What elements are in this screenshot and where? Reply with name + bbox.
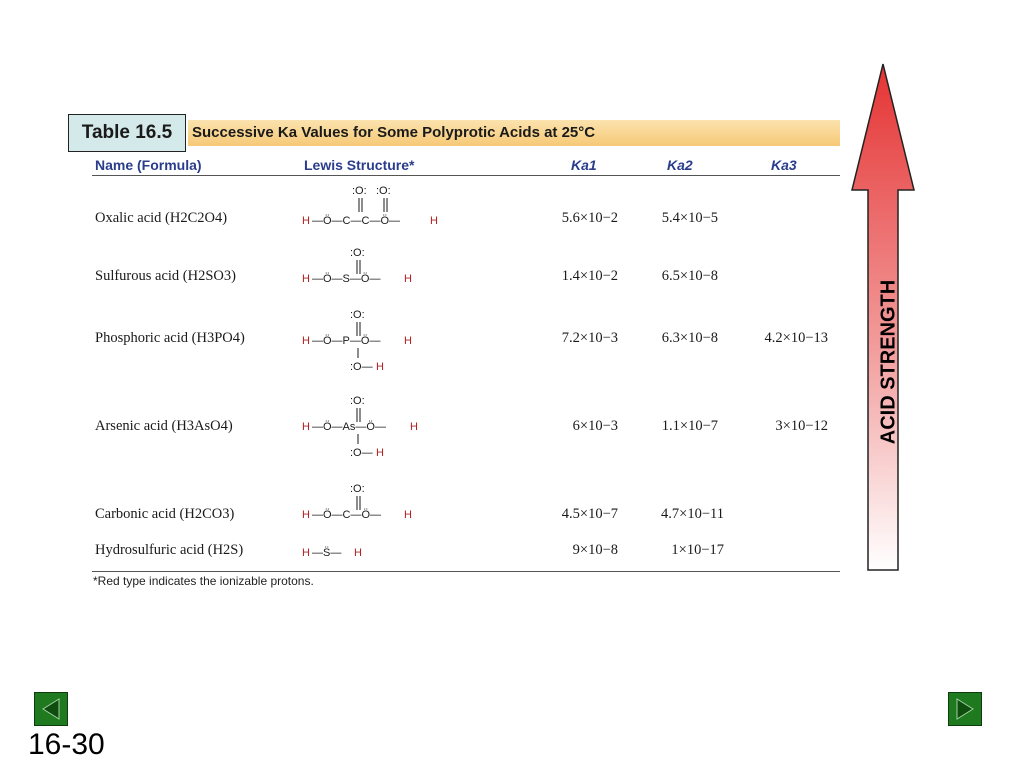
svg-text:—Ö—As—Ö—: —Ö—As—Ö— xyxy=(312,421,386,433)
footnote: *Red type indicates the ionizable protons. xyxy=(93,574,314,588)
svg-text:H: H xyxy=(404,273,412,285)
row-name-carbonic: Carbonic acid (H2CO3) xyxy=(95,506,235,522)
svg-text:H: H xyxy=(302,509,310,521)
triangle-right-icon xyxy=(949,693,981,725)
ka1-carbonic: 4.5×10−7 xyxy=(561,506,618,522)
row-name-sulfurous: Sulfurous acid (H2SO3) xyxy=(95,268,236,284)
ka2-phosphoric: 6.3×10−8 xyxy=(661,330,718,346)
svg-text:H: H xyxy=(410,421,418,433)
svg-text::O:: :O: xyxy=(350,483,365,495)
lewis-structures-image xyxy=(300,182,490,572)
svg-text:H: H xyxy=(404,335,412,347)
lewis-hydrosulfuric xyxy=(302,546,362,559)
table-label: Table 16.5 xyxy=(68,114,186,152)
svg-text:—Ö—P—Ö—: —Ö—P—Ö— xyxy=(312,335,381,347)
header-lewis: Lewis Structure* xyxy=(304,157,415,173)
svg-text::O:: :O: xyxy=(350,309,365,321)
table-title: Successive Ka Values for Some Polyprotic Acids at 25°C xyxy=(188,120,840,146)
svg-text::O:: :O: xyxy=(376,185,391,197)
header-name: Name (Formula) xyxy=(95,157,202,173)
lewis-sulfurous xyxy=(302,247,412,285)
svg-text:—Ö—C—Ö—: —Ö—C—Ö— xyxy=(312,509,382,521)
lewis-carbonic xyxy=(302,483,412,521)
header-rule xyxy=(92,175,840,176)
ka3-phosphoric: 4.2×10−13 xyxy=(764,330,828,346)
svg-text:—S̈—: —S̈— xyxy=(312,547,342,559)
lewis-oxalic xyxy=(302,185,438,227)
svg-text:H: H xyxy=(376,447,384,459)
ka3-arsenic: 3×10−12 xyxy=(775,418,828,434)
previous-slide-button[interactable] xyxy=(34,692,68,726)
svg-text:H: H xyxy=(354,547,362,559)
triangle-left-icon xyxy=(35,693,67,725)
lewis-arsenic xyxy=(302,395,418,459)
header-ka3: Ka3 xyxy=(771,157,797,173)
ka2-carbonic: 4.7×10−11 xyxy=(661,506,724,522)
lewis-phosphoric xyxy=(302,309,412,373)
svg-text:—Ö—S—Ö—: —Ö—S—Ö— xyxy=(312,273,381,285)
svg-text:H: H xyxy=(302,547,310,559)
row-name-oxalic: Oxalic acid (H2C2O4) xyxy=(95,210,228,226)
svg-text::O—: :O— xyxy=(350,361,373,373)
svg-text:H: H xyxy=(404,509,412,521)
svg-text:H: H xyxy=(302,335,310,347)
ka1-phosphoric: 7.2×10−3 xyxy=(561,330,618,346)
ka2-arsenic: 1.1×10−7 xyxy=(661,418,718,434)
acid-strength-label: ACID STRENGTH xyxy=(877,279,900,445)
row-name-arsenic: Arsenic acid (H3AsO4) xyxy=(95,418,233,434)
svg-text:H: H xyxy=(302,273,310,285)
row-name-phosphoric: Phosphoric acid (H3PO4) xyxy=(95,330,245,346)
page-number: 16-30 xyxy=(28,728,105,761)
svg-text::O:: :O: xyxy=(350,395,365,407)
ka2-oxalic: 5.4×10−5 xyxy=(661,210,718,226)
ka1-arsenic: 6×10−3 xyxy=(572,418,618,434)
ka2-sulfurous: 6.5×10−8 xyxy=(661,268,718,284)
next-slide-button[interactable] xyxy=(948,692,982,726)
ka1-hydrosulfuric: 9×10−8 xyxy=(572,542,618,558)
ka1-sulfurous: 1.4×10−2 xyxy=(561,268,618,284)
svg-text:H: H xyxy=(376,361,384,373)
header-ka2: Ka2 xyxy=(667,157,693,173)
svg-text:H: H xyxy=(430,215,438,227)
svg-text::O—: :O— xyxy=(350,447,373,459)
row-name-hydrosulfuric: Hydrosulfuric acid (H2S) xyxy=(95,542,244,558)
header-ka1: Ka1 xyxy=(571,157,597,173)
svg-text::O:: :O: xyxy=(350,247,365,259)
ka2-hydrosulfuric: 1×10−17 xyxy=(671,542,724,558)
svg-text:H: H xyxy=(302,421,310,433)
svg-text:H: H xyxy=(302,215,310,227)
svg-text::O:: :O: xyxy=(352,185,367,197)
svg-text:—Ö—C—C—Ö—: —Ö—C—C—Ö— xyxy=(312,215,400,227)
ka1-oxalic: 5.6×10−2 xyxy=(561,210,618,226)
